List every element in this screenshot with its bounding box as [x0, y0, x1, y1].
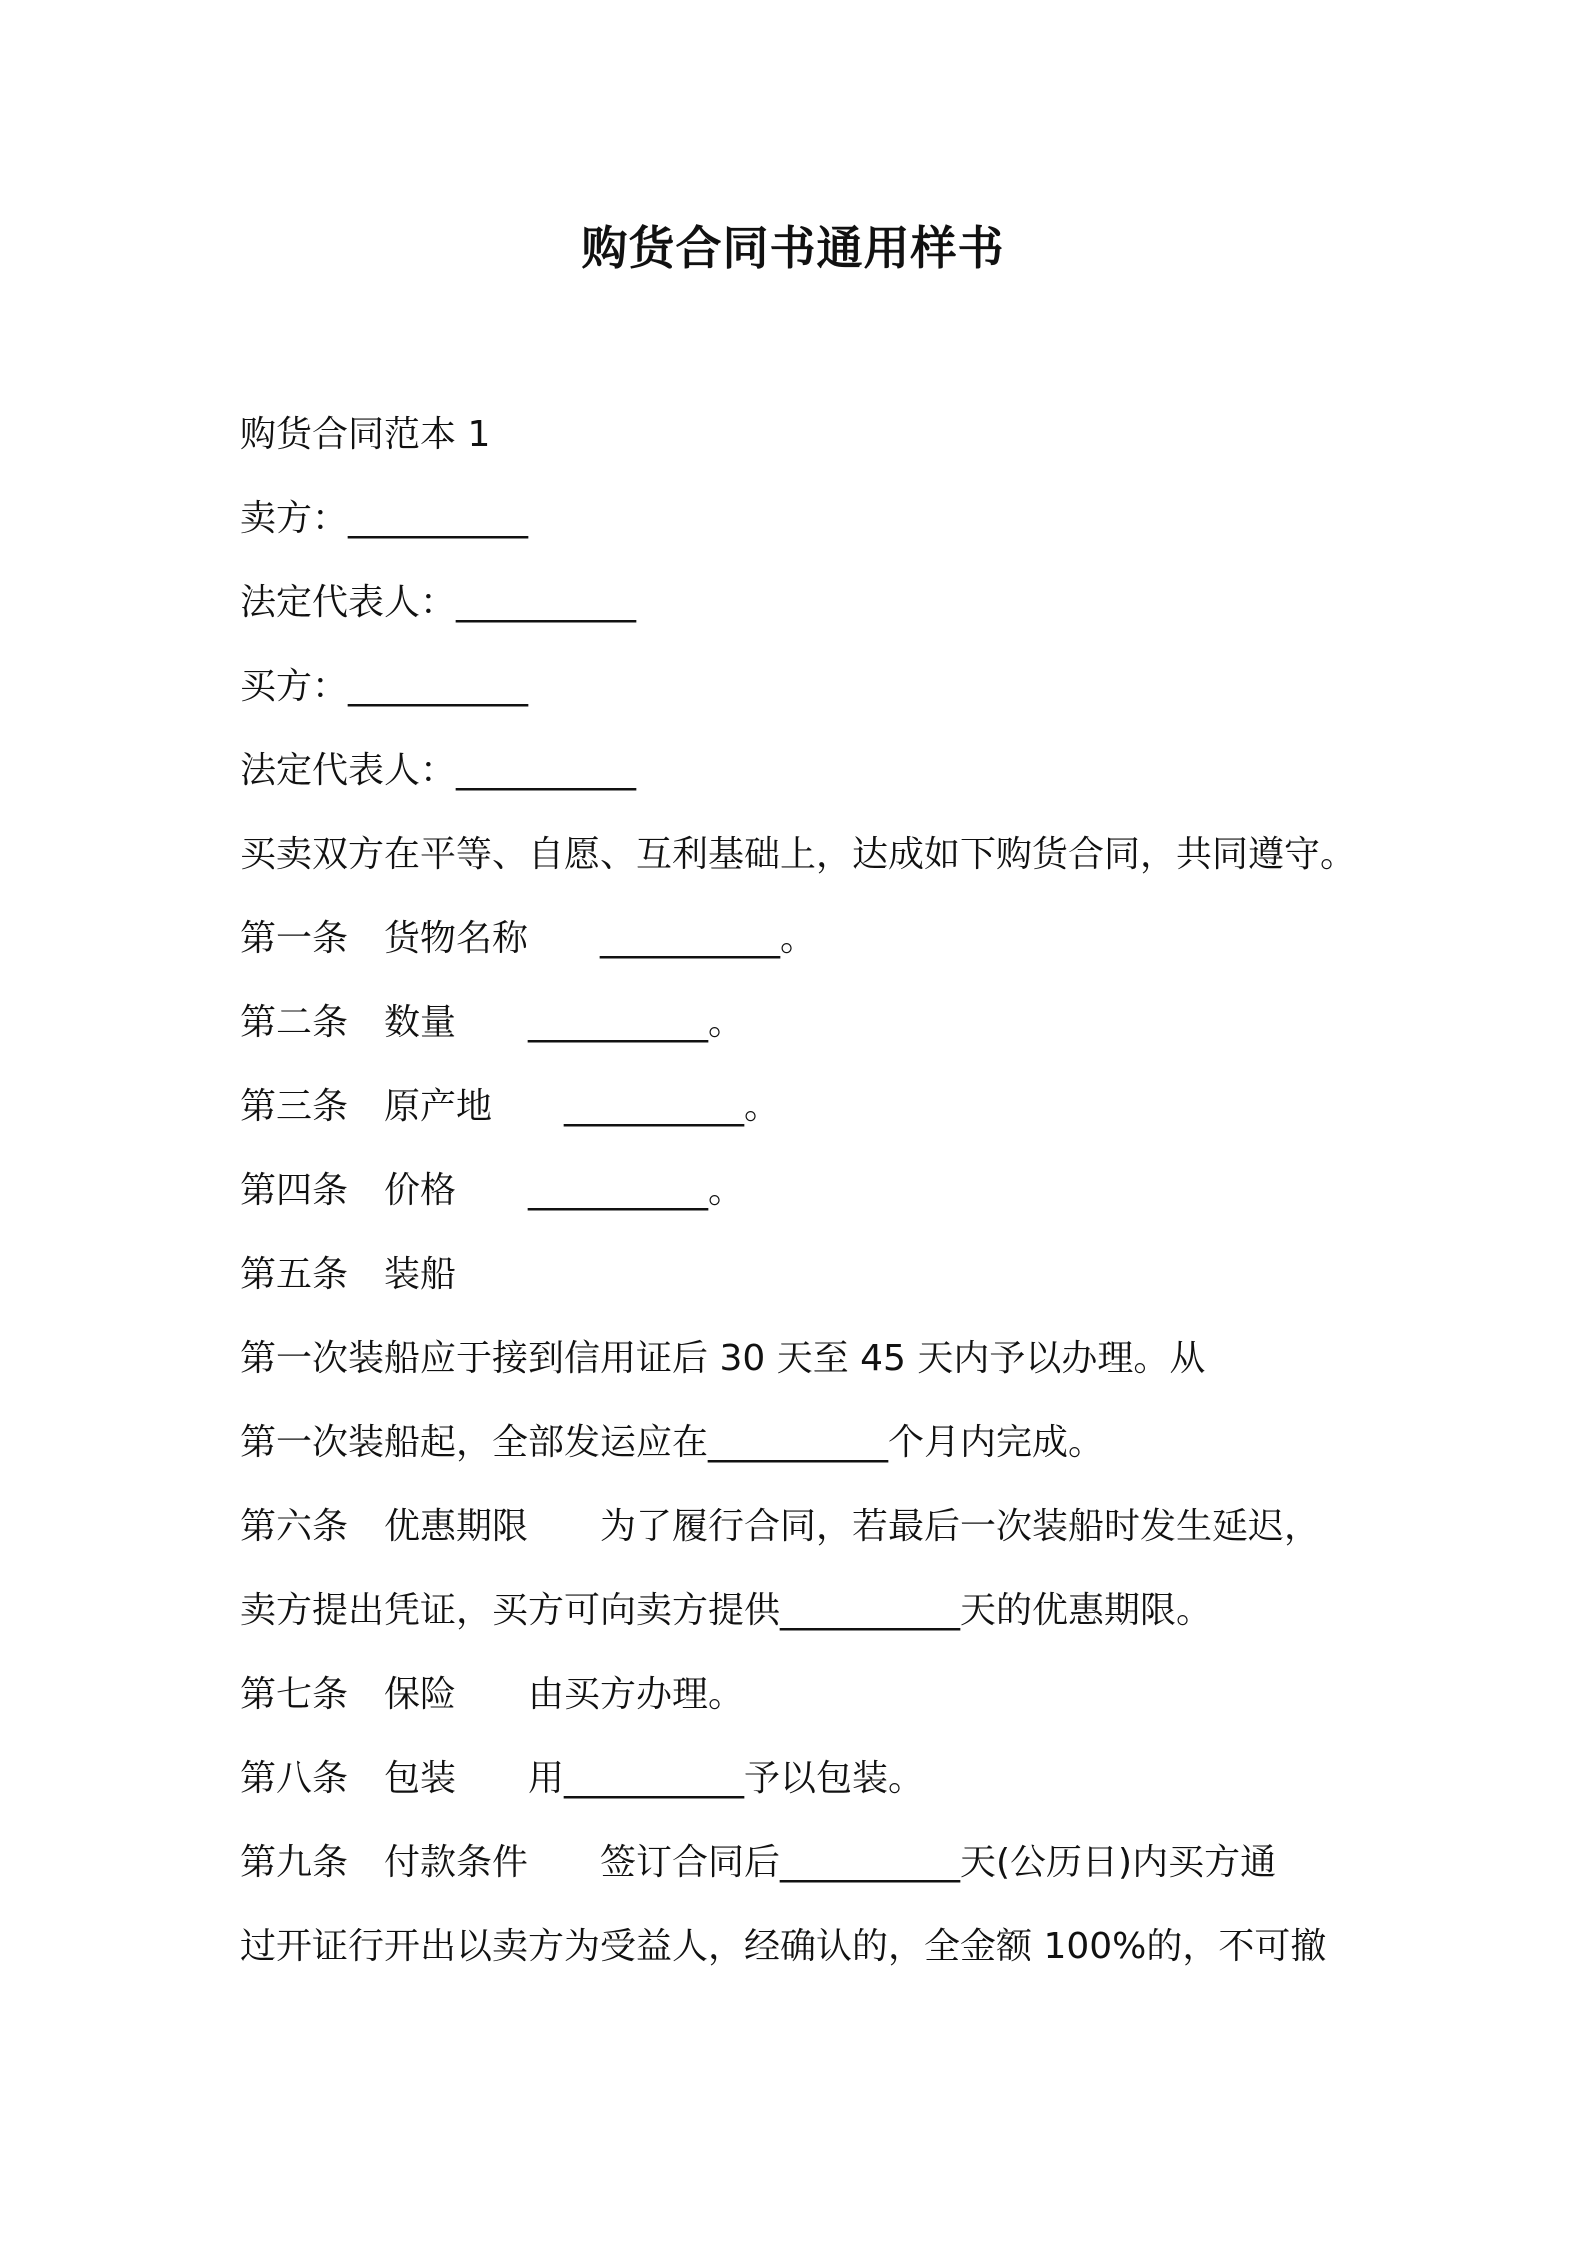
document-line: 第三条 原产地 __________。 — [240, 1086, 781, 1127]
document-line: 第一次装船应于接到信用证后 30 天至 45 天内予以办理。从 — [240, 1338, 1206, 1379]
document-line: 第七条 保险 由买方办理。 — [240, 1674, 745, 1715]
document-line: 卖方提出凭证，买方可向卖方提供__________天的优惠期限。 — [240, 1590, 1213, 1631]
document-line: 买方：__________ — [240, 666, 529, 707]
document-line: 第四条 价格 __________。 — [240, 1170, 745, 1211]
document-line: 第二条 数量 __________。 — [240, 1002, 745, 1043]
document-line: 第八条 包装 用__________予以包装。 — [240, 1758, 925, 1799]
document-line: 卖方：__________ — [240, 498, 529, 539]
document-line: 法定代表人：__________ — [240, 582, 637, 623]
document-line: 第五条 装船 — [240, 1254, 457, 1295]
document-line: 购货合同范本 1 — [240, 414, 491, 455]
document-line: 第九条 付款条件 签订合同后__________天(公历日)内买方通 — [240, 1842, 1277, 1883]
document-line: 法定代表人：__________ — [240, 750, 637, 791]
document-line: 过开证行开出以卖方为受益人，经确认的，全金额 100%的，不可撤 — [240, 1926, 1327, 1967]
document-title: 购货合同书通用样书 — [581, 221, 1005, 275]
document-line: 第一次装船起，全部发运应在__________个月内完成。 — [240, 1422, 1105, 1463]
document-line: 第六条 优惠期限 为了履行合同，若最后一次装船时发生延迟， — [240, 1506, 1321, 1547]
document-line: 买卖双方在平等、自愿、互利基础上，达成如下购货合同，共同遵守。 — [240, 834, 1357, 875]
document-line: 第一条 货物名称 __________。 — [240, 918, 817, 959]
